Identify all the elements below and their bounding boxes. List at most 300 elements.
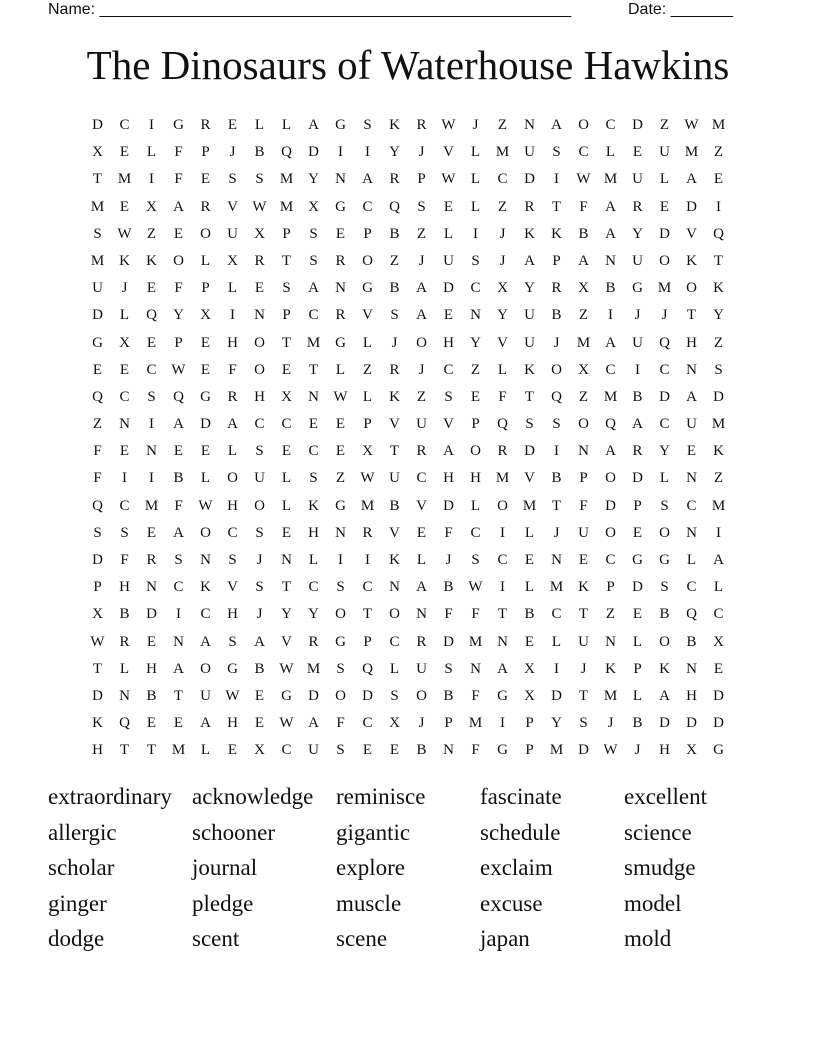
grid-cell: A: [524, 252, 535, 269]
grid-cell: D: [524, 171, 535, 188]
grid-cell: C: [308, 579, 319, 596]
grid-cell: K: [308, 497, 319, 514]
grid-cell: R: [416, 443, 427, 460]
grid-cell: M: [684, 144, 699, 161]
grid-cell: M: [603, 171, 618, 188]
grid-cell: M: [171, 742, 186, 759]
grid-cell: X: [389, 715, 400, 732]
grid-cell: G: [659, 552, 670, 568]
grid-cell: A: [605, 225, 616, 242]
grid-cell: R: [119, 633, 130, 650]
grid-cell: G: [335, 334, 346, 351]
grid-cell: B: [605, 280, 616, 297]
grid-cell: A: [227, 416, 238, 433]
grid-cell: H: [254, 388, 265, 405]
grid-cell: D: [443, 280, 454, 297]
grid-cell: A: [416, 579, 427, 596]
grid-cell: C: [470, 524, 481, 541]
grid-cell: I: [554, 171, 559, 188]
grid-cell: L: [227, 280, 238, 297]
grid-cell: Q: [713, 225, 724, 242]
grid-cell: X: [92, 606, 103, 623]
word-list-item: schooner: [192, 819, 276, 845]
grid-cell: H: [659, 742, 670, 759]
grid-cell: L: [443, 225, 454, 242]
grid-cell: V: [443, 144, 454, 161]
grid-cell: R: [524, 198, 535, 215]
grid-cell: S: [390, 307, 399, 324]
grid-cell: U: [632, 252, 643, 269]
grid-cell: U: [308, 742, 319, 759]
grid-cell: D: [308, 144, 319, 161]
grid-cell: D: [92, 687, 103, 704]
grid-cell: M: [468, 715, 483, 732]
grid-cell: N: [281, 552, 292, 568]
grid-cell: N: [416, 606, 427, 623]
grid-cell: C: [551, 606, 562, 623]
grid-cell: J: [607, 715, 614, 732]
grid-cell: C: [362, 715, 373, 732]
grid-cell: X: [497, 280, 508, 297]
grid-cell: D: [632, 117, 643, 133]
grid-cell: U: [389, 470, 400, 487]
grid-cell: M: [549, 579, 564, 596]
grid-cell: O: [497, 497, 508, 514]
grid-cell: H: [227, 334, 238, 351]
grid-cell: P: [417, 171, 426, 188]
grid-cell: U: [92, 280, 103, 297]
grid-cell: E: [362, 742, 373, 759]
grid-cell: C: [146, 361, 157, 378]
grid-cell: D: [308, 687, 319, 704]
grid-cell: O: [227, 470, 238, 487]
grid-cell: E: [470, 388, 481, 405]
grid-cell: I: [473, 225, 478, 242]
grid-cell: K: [659, 660, 670, 677]
grid-cell: X: [281, 388, 292, 405]
grid-cell: M: [360, 497, 375, 514]
grid-cell: F: [444, 606, 453, 623]
grid-cell: M: [90, 198, 105, 215]
grid-cell: W: [279, 715, 294, 732]
grid-cell: A: [254, 633, 265, 650]
grid-cell: U: [416, 416, 427, 433]
grid-cell: V: [443, 416, 454, 433]
grid-cell: N: [335, 171, 346, 188]
grid-cell: B: [173, 470, 184, 487]
grid-cell: W: [279, 660, 294, 677]
grid-cell: E: [443, 307, 454, 324]
grid-cell: X: [713, 633, 724, 650]
grid-cell: C: [119, 117, 130, 133]
grid-cell: C: [119, 497, 130, 514]
grid-cell: K: [605, 660, 616, 677]
grid-cell: I: [230, 307, 235, 324]
grid-cell: Q: [119, 715, 130, 732]
grid-cell: A: [173, 524, 184, 541]
grid-cell: N: [119, 416, 130, 433]
grid-cell: S: [471, 552, 480, 568]
grid-cell: Q: [605, 416, 616, 433]
grid-cell: J: [391, 334, 398, 351]
grid-cell: Y: [659, 443, 670, 460]
grid-cell: Y: [308, 171, 319, 188]
grid-cell: X: [362, 443, 373, 460]
grid-cell: F: [228, 361, 237, 378]
grid-cell: D: [362, 687, 373, 704]
grid-cell: B: [389, 497, 400, 514]
grid-cell: N: [443, 742, 454, 759]
grid-cell: E: [281, 524, 292, 541]
grid-cell: S: [228, 171, 237, 188]
grid-cell: J: [229, 144, 236, 161]
grid-cell: C: [605, 117, 616, 133]
grid-cell: U: [524, 307, 535, 324]
grid-cell: S: [120, 524, 129, 541]
grid-cell: I: [608, 307, 613, 324]
grid-cell: Q: [92, 497, 103, 514]
grid-cell: T: [578, 606, 589, 623]
grid-cell: T: [281, 579, 292, 596]
grid-cell: Z: [578, 388, 589, 405]
grid-cell: U: [632, 334, 643, 351]
grid-cell: L: [119, 660, 130, 677]
grid-cell: M: [468, 633, 483, 650]
word-list-item: scene: [336, 926, 388, 952]
grid-cell: Q: [362, 660, 373, 677]
grid-cell: A: [605, 443, 616, 460]
grid-cell: Q: [389, 198, 400, 215]
grid-cell: M: [711, 497, 726, 514]
grid-cell: H: [443, 334, 454, 351]
grid-cell: R: [362, 524, 373, 541]
grid-cell: B: [632, 388, 643, 405]
grid-cell: L: [200, 742, 211, 759]
grid-cell: V: [389, 524, 400, 541]
grid-cell: A: [173, 198, 184, 215]
grid-cell: L: [632, 633, 643, 650]
grid-cell: G: [227, 660, 238, 677]
grid-cell: T: [551, 198, 562, 215]
grid-cell: R: [335, 252, 346, 269]
grid-cell: S: [282, 280, 291, 297]
grid-cell: W: [198, 497, 213, 514]
grid-cell: E: [389, 742, 400, 759]
grid-cell: S: [309, 225, 318, 242]
grid-cell: S: [228, 633, 237, 650]
grid-cell: G: [335, 633, 346, 650]
grid-cell: X: [119, 334, 130, 351]
grid-cell: S: [525, 416, 534, 433]
grid-cell: O: [254, 334, 265, 351]
grid-cell: L: [200, 252, 211, 269]
grid-cell: A: [551, 117, 562, 133]
grid-cell: Y: [308, 606, 319, 623]
grid-cell: E: [254, 280, 265, 297]
grid-cell: K: [119, 252, 130, 269]
grid-cell: P: [525, 715, 534, 732]
header-line: [48, 0, 748, 20]
grid-cell: D: [686, 198, 697, 215]
name-field-label: Name: _____________________________________________________: [48, 1, 572, 18]
grid-cell: C: [605, 552, 616, 568]
grid-cell: E: [713, 171, 724, 188]
grid-cell: L: [551, 633, 562, 650]
word-list-item: dodge: [48, 926, 105, 952]
grid-cell: C: [308, 307, 319, 324]
grid-cell: B: [389, 280, 400, 297]
grid-cell: K: [389, 388, 400, 405]
grid-cell: R: [497, 443, 508, 460]
grid-cell: L: [632, 687, 643, 704]
grid-cell: U: [632, 171, 643, 188]
grid-cell: W: [171, 361, 186, 378]
grid-cell: D: [605, 497, 616, 514]
grid-cell: Z: [146, 225, 157, 242]
grid-cell: G: [173, 117, 184, 133]
grid-cell: K: [389, 552, 400, 568]
grid-cell: B: [254, 144, 265, 161]
grid-cell: J: [553, 334, 560, 351]
grid-cell: S: [579, 715, 588, 732]
grid-cell: J: [634, 742, 641, 759]
grid-cell: C: [659, 416, 670, 433]
grid-cell: E: [146, 524, 157, 541]
grid-cell: G: [200, 388, 211, 405]
grid-cell: W: [576, 171, 591, 188]
grid-cell: M: [711, 117, 726, 133]
grid-cell: E: [227, 742, 238, 759]
grid-cell: T: [92, 660, 103, 677]
grid-cell: L: [659, 171, 670, 188]
grid-cell: I: [500, 715, 505, 732]
grid-cell: L: [119, 307, 130, 324]
grid-cell: E: [524, 552, 535, 568]
grid-cell: C: [389, 633, 400, 650]
grid-cell: F: [471, 742, 480, 759]
grid-cell: E: [416, 524, 427, 541]
grid-cell: S: [255, 171, 264, 188]
grid-cell: X: [524, 687, 535, 704]
grid-cell: Q: [146, 307, 157, 324]
grid-cell: H: [308, 524, 319, 541]
word-list-item: schedule: [480, 819, 561, 845]
grid-cell: M: [279, 198, 294, 215]
grid-cell: A: [416, 307, 427, 324]
grid-cell: I: [554, 660, 559, 677]
grid-cell: T: [713, 252, 724, 269]
grid-cell: D: [551, 687, 562, 704]
grid-cell: N: [173, 633, 184, 650]
grid-cell: N: [686, 470, 697, 487]
grid-cell: F: [174, 497, 183, 514]
grid-cell: R: [389, 171, 400, 188]
grid-cell: I: [176, 606, 181, 623]
grid-cell: B: [578, 225, 589, 242]
grid-cell: N: [524, 117, 535, 133]
grid-cell: Q: [659, 334, 670, 351]
grid-cell: U: [416, 660, 427, 677]
grid-cell: S: [714, 361, 723, 378]
grid-cell: Z: [92, 416, 103, 433]
grid-cell: A: [200, 633, 211, 650]
grid-cell: U: [686, 416, 697, 433]
grid-cell: E: [146, 334, 157, 351]
grid-cell: W: [333, 388, 348, 405]
grid-cell: Y: [389, 144, 400, 161]
grid-cell: B: [659, 606, 670, 623]
grid-cell: X: [686, 742, 697, 759]
grid-cell: O: [254, 497, 265, 514]
grid-cell: D: [659, 225, 670, 242]
grid-cell: W: [441, 171, 456, 188]
grid-cell: A: [308, 715, 319, 732]
grid-cell: S: [93, 524, 102, 541]
grid-cell: C: [605, 361, 616, 378]
grid-cell: G: [632, 552, 643, 568]
grid-cell: J: [472, 117, 479, 133]
grid-cell: T: [92, 171, 103, 188]
grid-cell: I: [554, 443, 559, 460]
grid-cell: J: [418, 361, 425, 378]
grid-cell: K: [578, 579, 589, 596]
grid-cell: B: [632, 715, 643, 732]
word-list-item: science: [624, 819, 692, 845]
grid-cell: I: [122, 470, 127, 487]
word-list-item: pledge: [192, 890, 254, 916]
grid-cell: Y: [524, 280, 535, 297]
grid-cell: A: [443, 443, 454, 460]
grid-cell: L: [308, 552, 319, 568]
grid-cell: P: [201, 144, 210, 161]
grid-cell: W: [441, 117, 456, 133]
grid-cell: I: [635, 361, 640, 378]
grid-cell: O: [416, 334, 427, 351]
grid-cell: V: [497, 334, 508, 351]
grid-cell: S: [444, 660, 453, 677]
grid-cell: L: [281, 117, 292, 133]
grid-cell: O: [659, 252, 670, 269]
grid-cell: C: [578, 144, 589, 161]
grid-cell: H: [443, 470, 454, 487]
grid-cell: W: [603, 742, 618, 759]
grid-cell: R: [416, 117, 427, 133]
grid-cell: R: [146, 552, 157, 568]
grid-cell: F: [471, 687, 480, 704]
grid-cell: S: [336, 742, 345, 759]
word-list-item: journal: [192, 855, 258, 881]
grid-cell: C: [497, 171, 508, 188]
grid-cell: E: [146, 633, 157, 650]
grid-cell: N: [200, 552, 211, 568]
grid-cell: R: [416, 633, 427, 650]
grid-cell: X: [92, 144, 103, 161]
grid-cell: I: [500, 579, 505, 596]
grid-cell: C: [362, 579, 373, 596]
grid-cell: F: [120, 552, 129, 568]
grid-cell: H: [92, 742, 103, 759]
grid-cell: V: [227, 198, 238, 215]
grid-cell: S: [552, 416, 561, 433]
grid-cell: J: [499, 225, 506, 242]
grid-cell: C: [254, 416, 265, 433]
grid-cell: E: [200, 171, 211, 188]
grid-cell: U: [227, 225, 238, 242]
grid-cell: J: [418, 252, 425, 269]
grid-cell: J: [121, 280, 128, 297]
grid-cell: F: [174, 280, 183, 297]
grid-cell: B: [443, 579, 454, 596]
grid-cell: V: [281, 633, 292, 650]
grid-cell: D: [200, 416, 211, 433]
grid-cell: K: [524, 225, 535, 242]
grid-cell: E: [578, 552, 589, 568]
grid-cell: O: [200, 225, 211, 242]
grid-cell: A: [497, 660, 508, 677]
grid-cell: Z: [605, 606, 616, 623]
grid-cell: D: [713, 388, 724, 405]
grid-cell: E: [92, 361, 103, 378]
date-field-label: Date: _______: [628, 1, 733, 18]
grid-cell: G: [632, 280, 643, 297]
grid-cell: C: [686, 579, 697, 596]
grid-cell: L: [416, 552, 427, 568]
page-title: The Dinosaurs of Waterhouse Hawkins: [86, 42, 730, 88]
grid-cell: A: [308, 117, 319, 133]
grid-cell: T: [281, 334, 292, 351]
grid-cell: T: [173, 687, 184, 704]
grid-cell: Z: [578, 307, 589, 324]
grid-cell: W: [252, 198, 267, 215]
grid-cell: W: [117, 225, 132, 242]
grid-cell: L: [524, 524, 535, 541]
grid-cell: Z: [416, 388, 427, 405]
grid-cell: E: [254, 687, 265, 704]
grid-cell: S: [417, 198, 426, 215]
grid-cell: G: [497, 687, 508, 704]
grid-cell: F: [93, 443, 102, 460]
grid-cell: F: [579, 497, 588, 514]
grid-cell: V: [227, 579, 238, 596]
grid-cell: E: [335, 416, 346, 433]
grid-cell: S: [660, 579, 669, 596]
grid-cell: M: [279, 171, 294, 188]
grid-cell: T: [119, 742, 130, 759]
grid-cell: C: [119, 388, 130, 405]
grid-cell: M: [603, 388, 618, 405]
grid-cell: J: [256, 606, 263, 623]
grid-cell: L: [470, 198, 481, 215]
grid-cell: P: [282, 225, 291, 242]
word-list-item: acknowledge: [192, 784, 314, 809]
grid-cell: Y: [281, 606, 292, 623]
grid-cell: X: [578, 361, 589, 378]
grid-cell: O: [659, 524, 670, 541]
grid-cell: S: [363, 117, 372, 133]
grid-cell: P: [633, 660, 642, 677]
grid-cell: F: [471, 606, 480, 623]
grid-cell: E: [173, 715, 184, 732]
grid-cell: A: [173, 416, 184, 433]
grid-cell: D: [632, 579, 643, 596]
grid-cell: A: [605, 198, 616, 215]
grid-cell: R: [200, 198, 211, 215]
grid-cell: T: [308, 361, 319, 378]
grid-cell: M: [495, 470, 510, 487]
grid-cell: P: [606, 579, 615, 596]
grid-cell: G: [335, 198, 346, 215]
grid-cell: W: [90, 633, 105, 650]
